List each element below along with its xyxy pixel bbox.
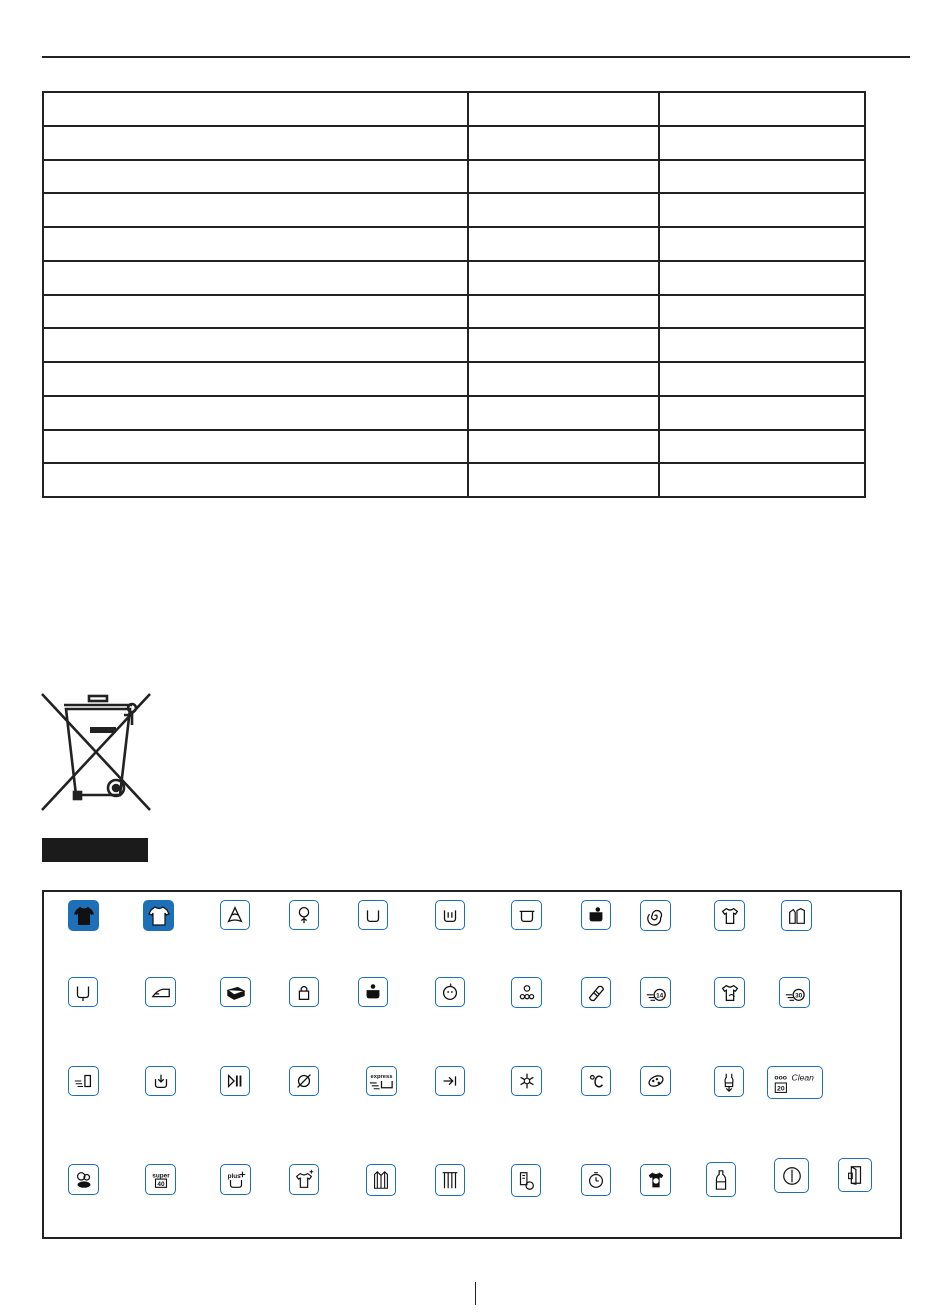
table-cell: [659, 193, 865, 227]
rinse-icon: [145, 1066, 176, 1096]
table-cell: [468, 463, 659, 497]
section-label-bar: [42, 838, 148, 862]
table-cell: [659, 328, 865, 362]
prewash-icon: [358, 977, 388, 1007]
table-cell: [43, 362, 468, 396]
express-label: express: [370, 1074, 393, 1081]
top-rule: [42, 56, 910, 58]
start-pause-icon: [220, 1066, 250, 1096]
tshirt-outline-icon: [143, 900, 174, 931]
table-cell: [43, 92, 468, 126]
table-cell: [659, 463, 865, 497]
timer-icon: [581, 1164, 611, 1196]
table-row: [43, 328, 865, 362]
table-cell: [468, 227, 659, 261]
skip-icon: [435, 1066, 465, 1096]
quick-30-label: 30: [794, 992, 802, 1000]
wash-tub-icon: [358, 900, 388, 930]
table-cell: [468, 261, 659, 295]
drain-icon: [68, 977, 98, 1007]
spin-spiral-icon: [640, 900, 671, 931]
table-cell: [468, 430, 659, 464]
table-cell: [659, 295, 865, 329]
table-cell: [43, 430, 468, 464]
basin-hand-icon: [581, 900, 611, 930]
temperature-icon: [581, 1066, 611, 1096]
door-icon: [838, 1158, 872, 1192]
curtain-icon: [435, 1164, 465, 1196]
table-cell: [468, 295, 659, 329]
eco-clean-20-icon: [767, 1066, 823, 1099]
iron-icon: [145, 977, 176, 1007]
table-cell: [468, 396, 659, 430]
cold-wash-icon: [511, 1066, 542, 1096]
table-cell: [43, 126, 468, 160]
table-cell: [43, 396, 468, 430]
wash-tub-lines-icon: [435, 900, 465, 930]
quick-14-label: 14: [655, 992, 663, 1000]
specification-table: [42, 91, 866, 498]
eco-clean-20-label: 20: [777, 1085, 785, 1093]
table-cell: [468, 328, 659, 362]
table-row: [43, 362, 865, 396]
bottle-icon: [706, 1162, 736, 1197]
table-row: [43, 396, 865, 430]
baby-icon: [435, 977, 465, 1007]
specification-table-body: [43, 92, 865, 497]
eco-clean-label: Clean: [791, 1071, 814, 1082]
stain-icon: [640, 1066, 671, 1096]
super-label: super: [151, 1171, 170, 1179]
super-40-label: 40: [156, 1180, 165, 1188]
shirt-sparkle-icon: [289, 1164, 319, 1195]
crossed-out-wheelie-bin-icon: [40, 692, 152, 812]
mix-clothes-icon: [781, 900, 812, 931]
page-footer-divider: [475, 1282, 476, 1305]
table-cell: [43, 261, 468, 295]
plus-icon: [220, 1164, 251, 1195]
table-cell: [659, 160, 865, 194]
hygiene-icon: [511, 1164, 541, 1197]
power-icon: [774, 1158, 809, 1193]
cotton-flower-icon: [289, 900, 319, 930]
table-cell: [468, 92, 659, 126]
shirt-refresh-icon: [714, 977, 745, 1008]
table-row: [43, 430, 865, 464]
table-cell: [659, 396, 865, 430]
table-cell: [43, 160, 468, 194]
table-row: [43, 126, 865, 160]
table-cell: [659, 227, 865, 261]
woolen-icon: [640, 1164, 671, 1196]
basin-icon: [511, 900, 542, 930]
table-cell: [468, 193, 659, 227]
synthetic-icon: [220, 900, 250, 930]
table-row: [43, 295, 865, 329]
table-cell: [43, 193, 468, 227]
door-lock-icon: [289, 977, 319, 1007]
table-cell: [659, 362, 865, 396]
control-panel-icon-legend: [42, 890, 902, 1239]
table-row: [43, 193, 865, 227]
steam-care-icon: [68, 1164, 99, 1195]
table-cell: [659, 430, 865, 464]
jacket-icon: [366, 1164, 396, 1196]
fast-steam-icon: [68, 1066, 99, 1096]
quick-30-icon: [779, 977, 810, 1008]
table-row: [43, 227, 865, 261]
plus-label: plus: [227, 1172, 241, 1180]
delicate-shirt-icon: [714, 900, 745, 931]
table-cell: [659, 126, 865, 160]
table-cell: [468, 160, 659, 194]
table-cell: [659, 92, 865, 126]
table-row: [43, 261, 865, 295]
table-cell: [468, 126, 659, 160]
table-row: [43, 463, 865, 497]
towel-box-icon: [220, 977, 251, 1007]
table-cell: [468, 362, 659, 396]
table-cell: [659, 261, 865, 295]
table-cell: [43, 463, 468, 497]
dark-wear-icon: [714, 1066, 744, 1097]
tshirt-dark-icon: [68, 900, 99, 931]
sports-shoe-icon: [581, 977, 611, 1008]
table-row: [43, 160, 865, 194]
table-cell: [43, 328, 468, 362]
quick-14-icon: [640, 977, 671, 1008]
express-icon: [366, 1066, 397, 1096]
table-cell: [43, 295, 468, 329]
table-row: [43, 92, 865, 126]
super-40-icon: [145, 1164, 176, 1195]
eco-clean-eco-label: ooo: [774, 1074, 787, 1082]
table-cell: [43, 227, 468, 261]
no-spin-icon: [289, 1066, 319, 1096]
eco-steam-icon: [511, 977, 542, 1008]
